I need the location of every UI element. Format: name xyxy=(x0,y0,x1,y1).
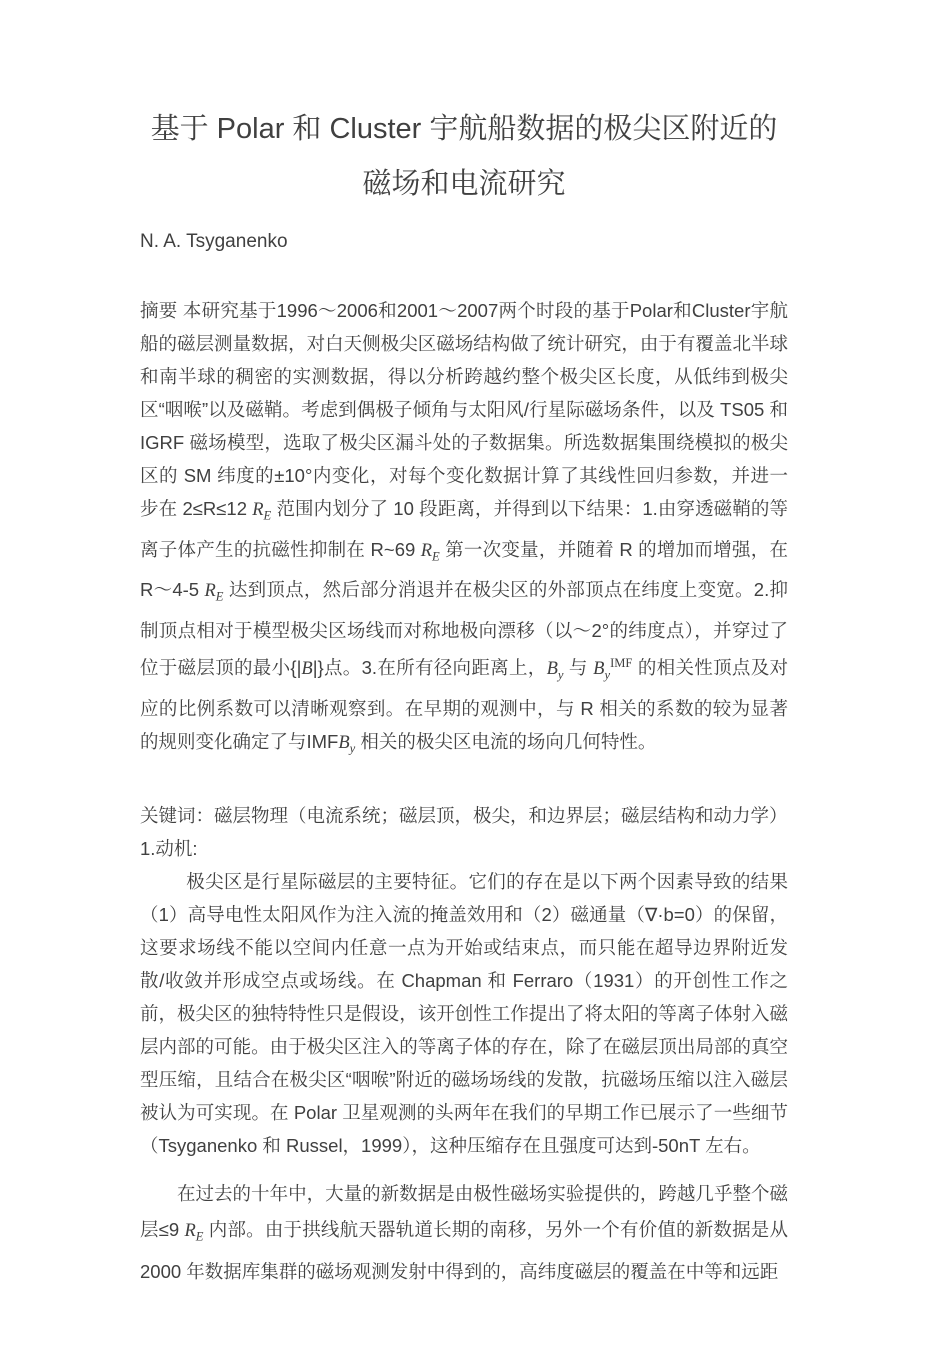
doc-title: 基于 Polar 和 Cluster 宇航船数据的极尖区附近的磁场和电流研究 xyxy=(150,113,778,200)
paragraph-motivation-2: 在过去的十年中，大量的新数据是由极性磁场实验提供的，跨越几乎整个磁层≤9 $R_E$ 内部。由于拱线航天器轨道长期的南移，另外一个有价值的新数据是从2000 年数据库集群的磁场观测发射中得到的，高纬度磁层的覆盖在中等和远距 xyxy=(140,1182,788,1283)
keywords-line: 关键词：磁层物理（电流系统；磁层顶，极尖，和边界层；磁层结构和动力学） xyxy=(140,804,788,826)
abstract-paragraph: 摘要 本研究基于1996～2006和2001～2007两个时段的基于Polar和Cluster宇航船的磁层测量数据，对白天侧极尖区磁场结构做了统计研究，由于有覆盖北半球和南半球的稠密的实测数据，得以分析跨越约整个极尖区长度，从低纬到极尖区“咽喉”以及磁鞘。考虑到偶极子倾角与太阳风/行星际磁场条件，以及 TS05 和 IGRF 磁场模型，选取了极尖区漏斗处的子数据集。所选数据集围绕模拟的极尖区的 SM 纬度的±10°内变化，对每个变化数据计算了其线性回归参数，并进一步在 2≤R≤12 $R_E$ 范围内划分了 10 段距离，并得到以下结果：1.由穿透磁鞘的等离子体产生的抗磁性抑制在 R~69 $R_E$ 第一次变量，并随着 R 的增加而增强，在 R～4-5 $R_E$ 达到顶点，然后部分消退并在极尖区的外部顶点在纬度上变宽。2.抑制顶点相对于模型极尖区场线而对称地极向漂移（以～2°的纬度点），并穿过了位于磁层顶的最小{|B|}点。3.在所有径向距离上，$B_y$ 与 $B_y^{IMF}$ 的相关性顶点及对应的比例系数可以清晰观察到。在早期的观测中，与 R 相关的系数的较为显著的规则变化确定了与$IMFB_y$ 相关的极尖区电流的场向几何特性。 xyxy=(140,300,788,756)
author-name: N. A. Tsyganenko xyxy=(140,231,288,253)
paragraph-motivation-1: 极尖区是行星际磁层的主要特征。它们的存在是以下两个因素导致的结果（1）高导电性太阳风作为注入流的掩盖效用和（2）磁通量（∇·b=0）的保留，这要求场线不能以空间内任意一点为开始或结束点，而只能在超导边界附近发散/收敛并形成空点或场线。在 Chapman 和 Ferraro（1931）的开创性工作之前，极尖区的独特特性只是假设，该开创性工作提出了将太阳的等离子体射入磁层内部的可能。由于极尖区注入的等离子体的存在，除了在磁层顶出局部的真空型压缩，且结合在极尖区“咽喉”附近的磁场场线的发散，抗磁场压缩以注入磁层被认为可实现。在 Polar 卫星观测的头两年在我们的早期工作已展示了一些细节（Tsyganenko 和 Russel，1999），这种压缩存在且强度可达到-50nT 左右。 xyxy=(140,870,788,1156)
section-1-heading: 1.动机: xyxy=(140,837,198,859)
